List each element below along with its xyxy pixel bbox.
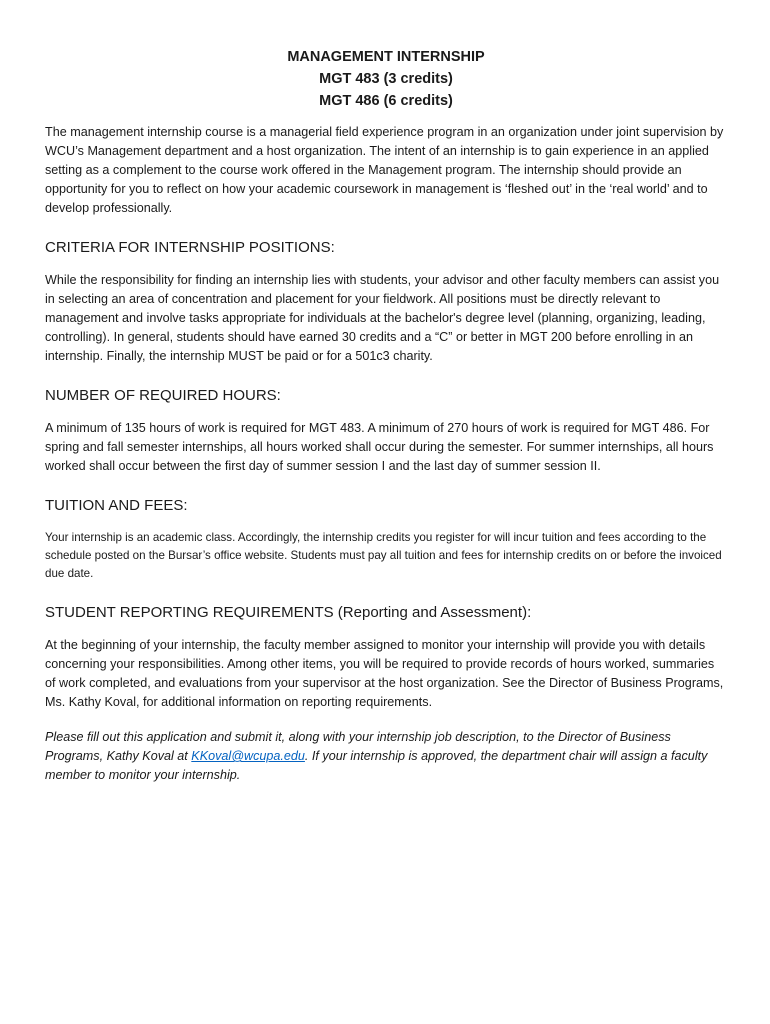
closing-paragraph	[45, 728, 727, 785]
document-title	[45, 46, 727, 112]
reporting-paragraph: At the beginning of your internship, the faculty member assigned to monitor your internship will provide you with details concerning your responsibilities. Among other items, you will be required to provide records of hours worked, summaries of work completed, and evaluations from your supervisor at the host organization. See the Director of Business Programs, Ms. Kathy Koval, for additional information on reporting requirements.	[45, 638, 724, 709]
document-page	[45, 46, 727, 785]
tuition-heading: TUITION AND FEES:	[45, 497, 188, 514]
closing-text-before: Please fill out this application and submit it, along with your internship job description, to the Director of Business Programs, Kathy Koval at	[45, 730, 671, 763]
hours-heading: NUMBER OF REQUIRED HOURS:	[45, 387, 281, 404]
title-line-1: MANAGEMENT INTERNSHIP	[287, 49, 485, 65]
reporting-heading: STUDENT REPORTING REQUIREMENTS (Reporting and Assessment):	[45, 604, 532, 621]
criteria-heading: CRITERIA FOR INTERNSHIP POSITIONS:	[45, 239, 335, 256]
criteria-paragraph: While the responsibility for finding an internship lies with students, your advisor and other faculty members can assist you in selecting an area of concentration and placement for your fieldwork. All positions must be directly relevant to management and involve tasks appropriate for individuals at the bachelor's degree level (planning, organizing, leading, controlling). In general, students should have earned 30 credits and a “C” or better in MGT 200 before enrolling in an internship. Finally, the internship MUST be paid or for a 501c3 charity.	[45, 273, 720, 363]
intro-paragraph: The management internship course is a managerial field experience program in an organization under joint supervision by WCU’s Management department and a host organization. The intent of an internship is to gain experience in an applied setting as a complement to the course work offered in the Management program. The internship should provide an opportunity for you to reflect on how your academic coursework in management is ‘fleshed out’ in the ‘real world’ and to develop professionally.	[45, 125, 724, 215]
tuition-paragraph: Your internship is an academic class. Accordingly, the internship credits you register for will incur tuition and fees according to the schedule posted on the Bursar’s office website. Students must pay all tuition and fees for internship credits on or before the invoiced due date.	[45, 531, 722, 580]
title-line-2: MGT 483 (3 credits)	[319, 71, 453, 87]
hours-paragraph: A minimum of 135 hours of work is required for MGT 483. A minimum of 270 hours of work is required for MGT 486. For spring and fall semester internships, all hours worked shall occur during the semester. For summer internships, all hours worked shall occur between the first day of summer session I and the last day of summer session II.	[45, 421, 714, 473]
email-link[interactable]: KKoval@wcupa.edu	[191, 749, 305, 763]
title-line-3: MGT 486 (6 credits)	[319, 93, 453, 109]
closing-text-after: . If your internship is approved, the department chair will assign a faculty member to monitor your internship.	[45, 749, 708, 782]
